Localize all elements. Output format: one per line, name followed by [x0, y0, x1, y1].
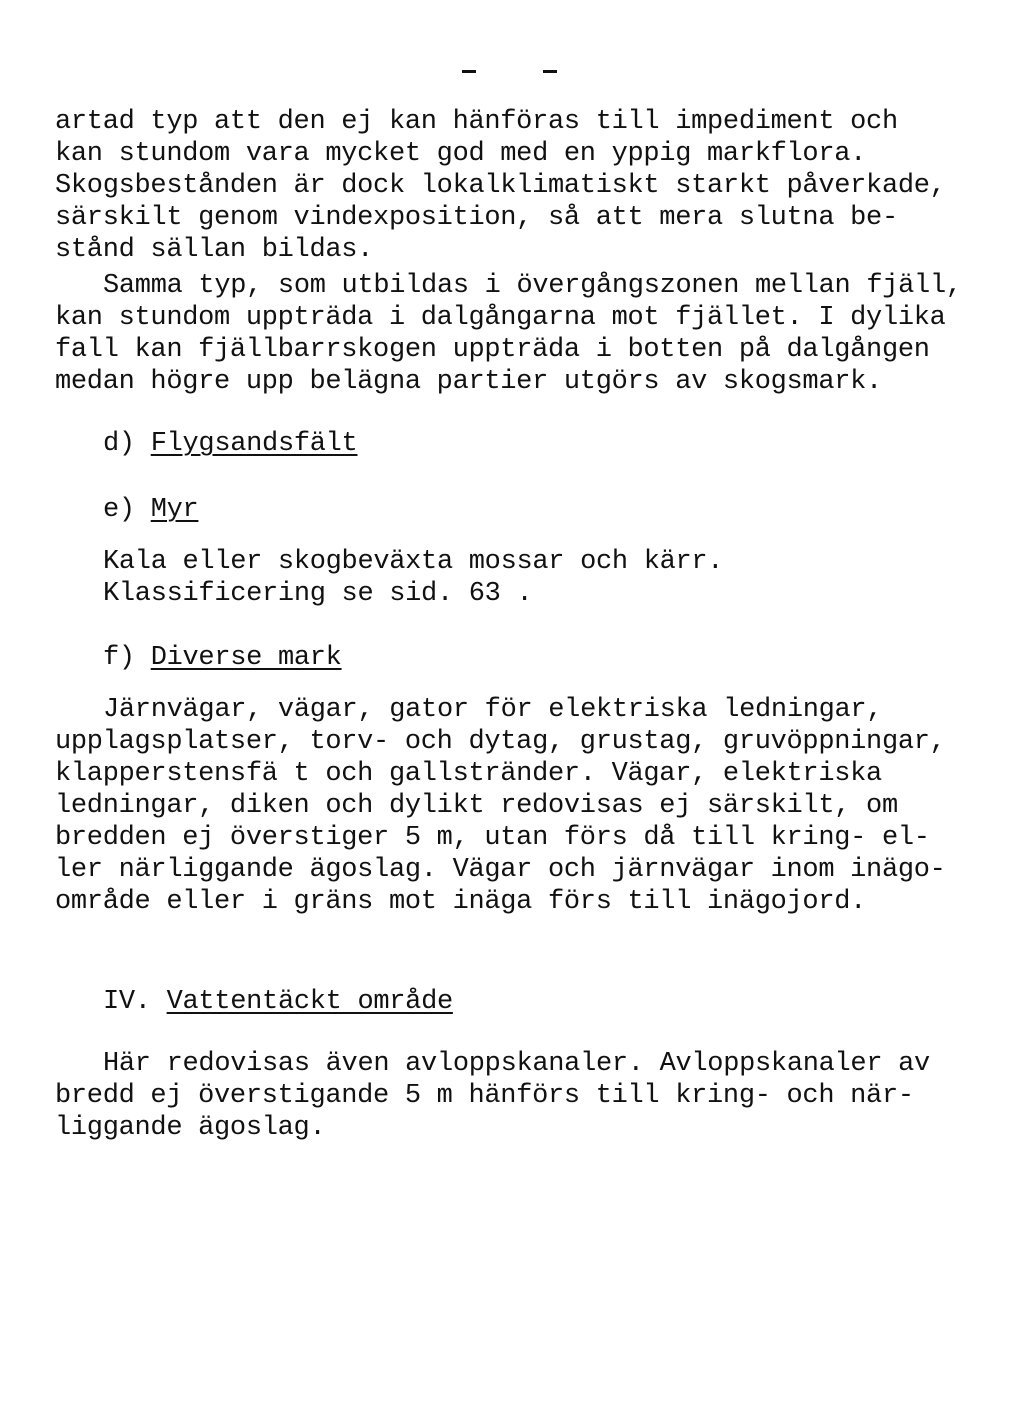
paragraph-line: Järnvägar, vägar, gator för elektriska ledningar,: [103, 695, 883, 725]
paragraph-line: Skogsbestånden är dock lokalklimatiskt starkt påverkade,: [55, 171, 946, 201]
section-heading-e: [103, 494, 198, 526]
header-mark-right: [543, 70, 557, 73]
paragraph-line: Samma typ, som utbildas i övergångszonen mellan fjäll,: [103, 271, 962, 301]
section-title: Myr: [150, 495, 199, 525]
section-title: Flygsandsfält: [150, 429, 358, 459]
header-marks-text: [0, 0, 1, 1]
paragraph-line: särskilt genom vindexposition, så att mera slutna be-: [55, 203, 898, 233]
section-heading-f: [103, 642, 342, 674]
paragraph-line: bredd ej överstigande 5 m hänförs till kring- och när-: [55, 1081, 914, 1111]
paragraph-line: liggande ägoslag.: [55, 1113, 326, 1143]
paragraph-line: artad typ att den ej kan hänföras till impediment och: [55, 107, 898, 137]
section-title: Diverse mark: [150, 643, 342, 673]
paragraph-line: bredden ej överstiger 5 m, utan förs då till kring- el-: [55, 823, 930, 853]
paragraph-line: klapperstensfä t och gallstränder. Vägar, elektriska: [55, 759, 882, 789]
paragraph-line: fall kan fjällbarrskogen uppträda i botten på dalgången: [55, 335, 930, 365]
paragraph-line: kan stundom vara mycket god med en yppig markflora.: [55, 139, 867, 169]
paragraph-line: stånd sällan bildas.: [55, 235, 374, 265]
paragraph-line: upplagsplatser, torv- och dytag, grustag, gruvöppningar,: [55, 727, 946, 757]
paragraph-line: ledningar, diken och dylikt redovisas ej särskilt, om: [55, 791, 898, 821]
paragraph-line: medan högre upp belägna partier utgörs av skogsmark.: [55, 367, 882, 397]
section-label: e): [103, 495, 135, 525]
section-label: IV.: [103, 987, 151, 1017]
paragraph-line: område eller i gräns mot inäga förs till inägojord.: [55, 887, 867, 917]
section-heading-iv: [103, 986, 453, 1018]
section-label: d): [103, 429, 135, 459]
section-heading-d: [103, 428, 357, 460]
paragraph-line: Kala eller skogbeväxta mossar och kärr.: [103, 547, 724, 577]
section-title: Vattentäckt område: [166, 987, 453, 1017]
paragraph-line: ler närliggande ägoslag. Vägar och järnvägar inom inägo-: [55, 855, 946, 885]
paragraph-line: Här redovisas även avloppskanaler. Avloppskanaler av: [103, 1049, 930, 1079]
section-label: f): [103, 643, 135, 673]
paragraph-line: kan stundom uppträda i dalgångarna mot fjället. I dylika: [55, 303, 946, 333]
paragraph-line: Klassificering se sid. 63 .: [103, 579, 533, 609]
header-mark-left: [462, 70, 476, 73]
